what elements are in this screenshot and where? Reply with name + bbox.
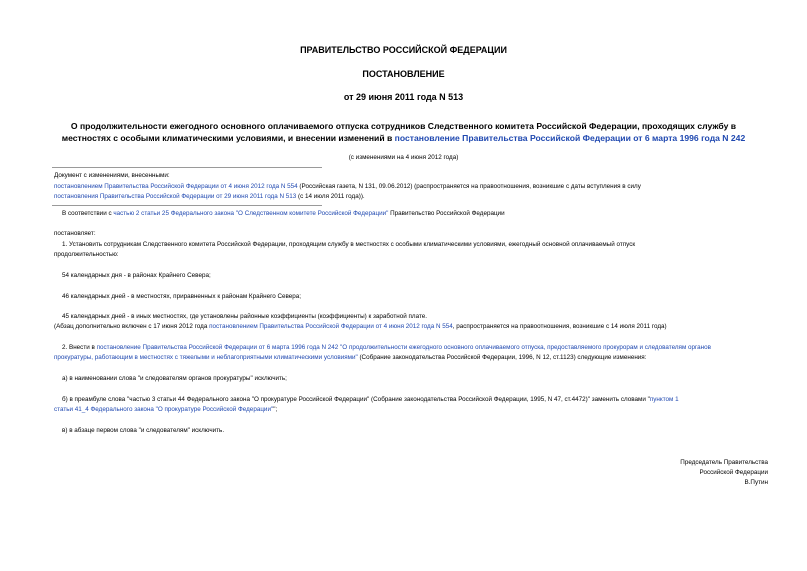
p2-pre: 2. Внести в (62, 344, 97, 351)
b-post: "; (273, 406, 278, 413)
divider-bottom (52, 205, 322, 206)
document-title-line1: О продолжительности ежегодного основного оплачиваемого отпуска сотрудников Следственного комитета Российской Федерации, проходящих службу в (70, 121, 737, 131)
item-45-note (54, 323, 667, 331)
title-link-postanovlenie-242[interactable]: постановление Правительства Российской Федерации от 6 марта 1996 года N 242 (394, 133, 746, 143)
note-post: , распространяется на правоотношения, возникшие с 14 июля 2011 года) (452, 323, 667, 330)
basis-pre: В соответствии с (62, 210, 114, 217)
link-law-sk-art25[interactable]: частью 2 статьи 25 Федерального закона "О Следственном комитете Российской Федерации" (113, 210, 389, 217)
document-date-number: от 29 июня 2011 года N 513 (343, 92, 464, 102)
signature-name: В.Путин (744, 479, 768, 486)
link-postanovlenie-554[interactable]: постановлением Правительства Российской Федерации от 4 июня 2012 года N 554 (54, 183, 298, 190)
note-pre: (Абзац дополнительно включен с 17 июня 2012 года (54, 323, 210, 330)
divider-top (52, 167, 322, 168)
link-postanovlenie-242[interactable]: постановление Правительства Российской Федерации от 6 марта 1996 года N 242 "О продолжительности ежегодного основного оплачиваемого отпуска, предоставляемого прокурорам и следователям органов (96, 344, 712, 351)
link-postanovlenie-242-cont[interactable]: прокуратуры, работающим в местностях с тяжелыми и неблагоприятными климатическими условиями" (54, 354, 358, 361)
item-46-days: 46 календарных дней - в местностях, приравненных к районам Крайнего Севера; (62, 293, 302, 300)
item-45-days: 45 календарных дней - в иных местностях, где установлены районные коэффициенты (коэффициенты) к заработной плате. (62, 313, 428, 320)
paragraph-2-line2 (54, 354, 646, 362)
changes-line2 (54, 193, 365, 201)
subitem-b-line2 (54, 406, 277, 414)
item-54-days: 54 календарных дня - в районах Крайнего Севера; (62, 272, 211, 279)
changes-intro: Документ с изменениями, внесенными: (54, 172, 170, 179)
basis-paragraph (62, 210, 505, 218)
government-header: ПРАВИТЕЛЬСТВО РОССИЙСКОЙ ФЕДЕРАЦИИ (300, 45, 507, 55)
p2-post: (Собрание законодательства Российской Федерации, 1996, N 12, ст.1123) следующие изменения: (357, 354, 647, 361)
title-text: местностях с особыми климатическими условиями, и внесении изменений в (61, 133, 395, 143)
paragraph-2-line1 (62, 344, 711, 352)
subitem-a: а) в наименовании слова "и следователям органов прокуратуры" исключить; (62, 375, 287, 382)
signature-title-line2: Российской Федерации (699, 469, 768, 476)
link-postanovlenie-513[interactable]: постановления Правительства Российской Федерации от 29 июня 2011 года N 513 (54, 193, 297, 200)
paragraph-1-line2: продолжительностью: (54, 251, 119, 258)
document-type: ПОСТАНОВЛЕНИЕ (362, 69, 445, 79)
link-postanovlenie-554-note[interactable]: постановлением Правительства Российской Федерации от 4 июня 2012 года N 554 (209, 323, 453, 330)
subitem-b-line1 (62, 396, 679, 404)
postanovlyaet-label: постановляет: (54, 230, 96, 237)
changes-date: (с изменениями на 4 июня 2012 года) (348, 154, 459, 161)
changes-line1-text: (Российская газета, N 131, 09.06.2012) (распространяется на правоотношения, возникшие с даты вступления в силу (297, 183, 641, 190)
b-pre: б) в преамбуле слова "частью 3 статьи 44 Федерального закона "О прокуратуре Российской Федерации" (Собрание законодательства Российской Федерации, 1995, N 47, ст.4472)" заменить словами " (62, 396, 650, 403)
document-title-line2 (40, 133, 767, 144)
changes-line2-text: (с 14 июля 2011 года)). (296, 193, 365, 200)
paragraph-1-line1: 1. Установить сотрудникам Следственного комитета Российской Федерации, проходящим службу в местностях с особыми климатическими условиями, ежегодный основной оплачиваемый отпуск (62, 241, 636, 248)
link-law-prokuratura-art41-4[interactable]: статьи 41_4 Федерального закона "О прокуратуре Российской Федерации" (54, 406, 274, 413)
signature-title-line1: Председатель Правительства (680, 459, 768, 466)
basis-post: Правительство Российской Федерации (388, 210, 505, 217)
link-punkt-1[interactable]: пунктом 1 (649, 396, 679, 403)
changes-line1 (54, 183, 641, 191)
subitem-v: в) в абзаце первом слова "и следователям" исключить. (62, 427, 225, 434)
